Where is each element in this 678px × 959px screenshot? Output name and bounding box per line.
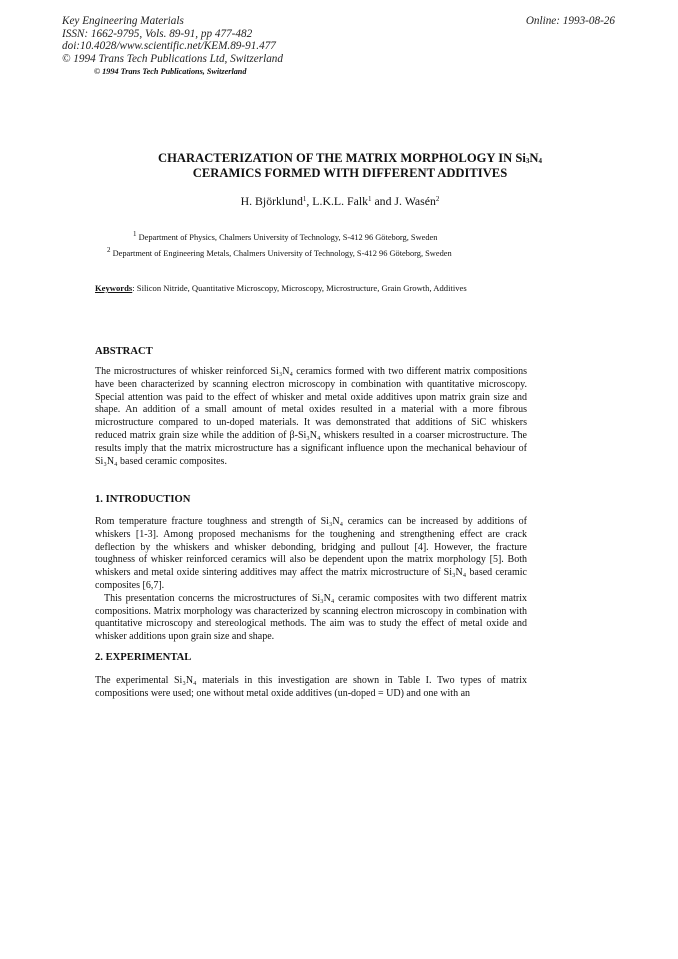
experimental-heading: 2. EXPERIMENTAL — [95, 652, 192, 663]
keywords-text: : Silicon Nitride, Quantitative Microscopy, Microscopy, Microstructure, Grain Growth, Additives — [132, 283, 467, 293]
intro-paragraph-2: This presentation concerns the microstructures of Si₃N₄ ceramic composites with two different matrix compositions. Matrix morphology was characterized by scanning electron microscopy in combination with quantitative microscopy and stereological methods. The aim was to study the effect of metal oxide and whisker additions upon grain size and shape. — [95, 592, 527, 643]
abstract-body: The microstructures of whisker reinforced Si₃N₄ ceramics formed with two different matrix compositions have been characterized by scanning electron microscopy in combination with quantitative microscopy. Special attention was paid to the effect of whisker and metal oxide additives upon matrix grain size and shape. An addition of a small amount of metal oxides resulted in a material with a more fibrous microstructure compared to un-doped materials. It was demonstrated that additions of SiC whiskers reduced matrix grain size while the addition of β-Si₃N₄ whiskers resulted in a coarser microstructure. The results imply that the matrix microstructure has a significant influence upon the mechanical behaviour of Si₃N₄ based ceramic composites. — [95, 366, 527, 467]
journal-info — [62, 15, 283, 65]
abstract-heading: ABSTRACT — [95, 346, 153, 357]
doi-line: doi:10.4028/www.scientific.net/KEM.89-91.477 — [62, 40, 276, 53]
title-line-2: CERAMICS FORMED WITH DIFFERENT ADDITIVES — [192, 166, 508, 181]
experimental-body — [95, 675, 527, 701]
copyright-line: © 1994 Trans Tech Publications Ltd, Switzerland — [62, 52, 283, 65]
online-date: Online: 1993-08-26 — [525, 15, 615, 27]
print-copyright: © 1994 Trans Tech Publications, Switzerland — [94, 67, 247, 76]
affiliation-1: $^1$ Department of Physics, Chalmers University of Technology, S-412 96 Göteborg, Sweden — [133, 230, 438, 242]
intro-paragraph-1: Rom temperature fracture toughness and strength of Si₃N₄ ceramics can be increased by additions of whiskers [1-3]. Among proposed mechanisms for the toughening and strengthening effect are crack deflection by the whiskers and whisker debonding, bridging and pullout [4]. However, the fracture toughness of whisker reinforced ceramics will also be dependent upon the matrix morphology [5]. Both whiskers and metal oxide sintering additives may affect the matrix microstructure of Si₃N₄ based ceramic composites [6,7]. — [95, 516, 527, 591]
issn-line: ISSN: 1662-9795, Vols. 89-91, pp 477-482 — [62, 27, 253, 40]
keywords-label: Keywords — [95, 283, 133, 293]
author-list: H. Björklund$^1$, L.K.L. Falk$^1$ and J. Wasén$^2$ — [240, 194, 440, 208]
journal-name: Key Engineering Materials — [62, 15, 184, 27]
introduction-heading: 1. INTRODUCTION — [95, 494, 191, 505]
introduction-body — [95, 516, 527, 644]
keywords — [95, 283, 467, 293]
title-line-1: CHARACTERIZATION OF THE MATRIX MORPHOLOGY IN $Si_3N_4$ — [158, 151, 542, 165]
paper-title — [80, 151, 620, 182]
exp-paragraph-1: The experimental Si₃N₄ materials in this investigation are shown in Table I. Two types of matrix compositions were used; one without metal oxide additives (un-doped = UD) and one with an — [95, 675, 527, 699]
affiliation-2: $^2$ Department of Engineering Metals, Chalmers University of Technology, S-412 96 Göteborg, Sweden — [107, 246, 452, 258]
